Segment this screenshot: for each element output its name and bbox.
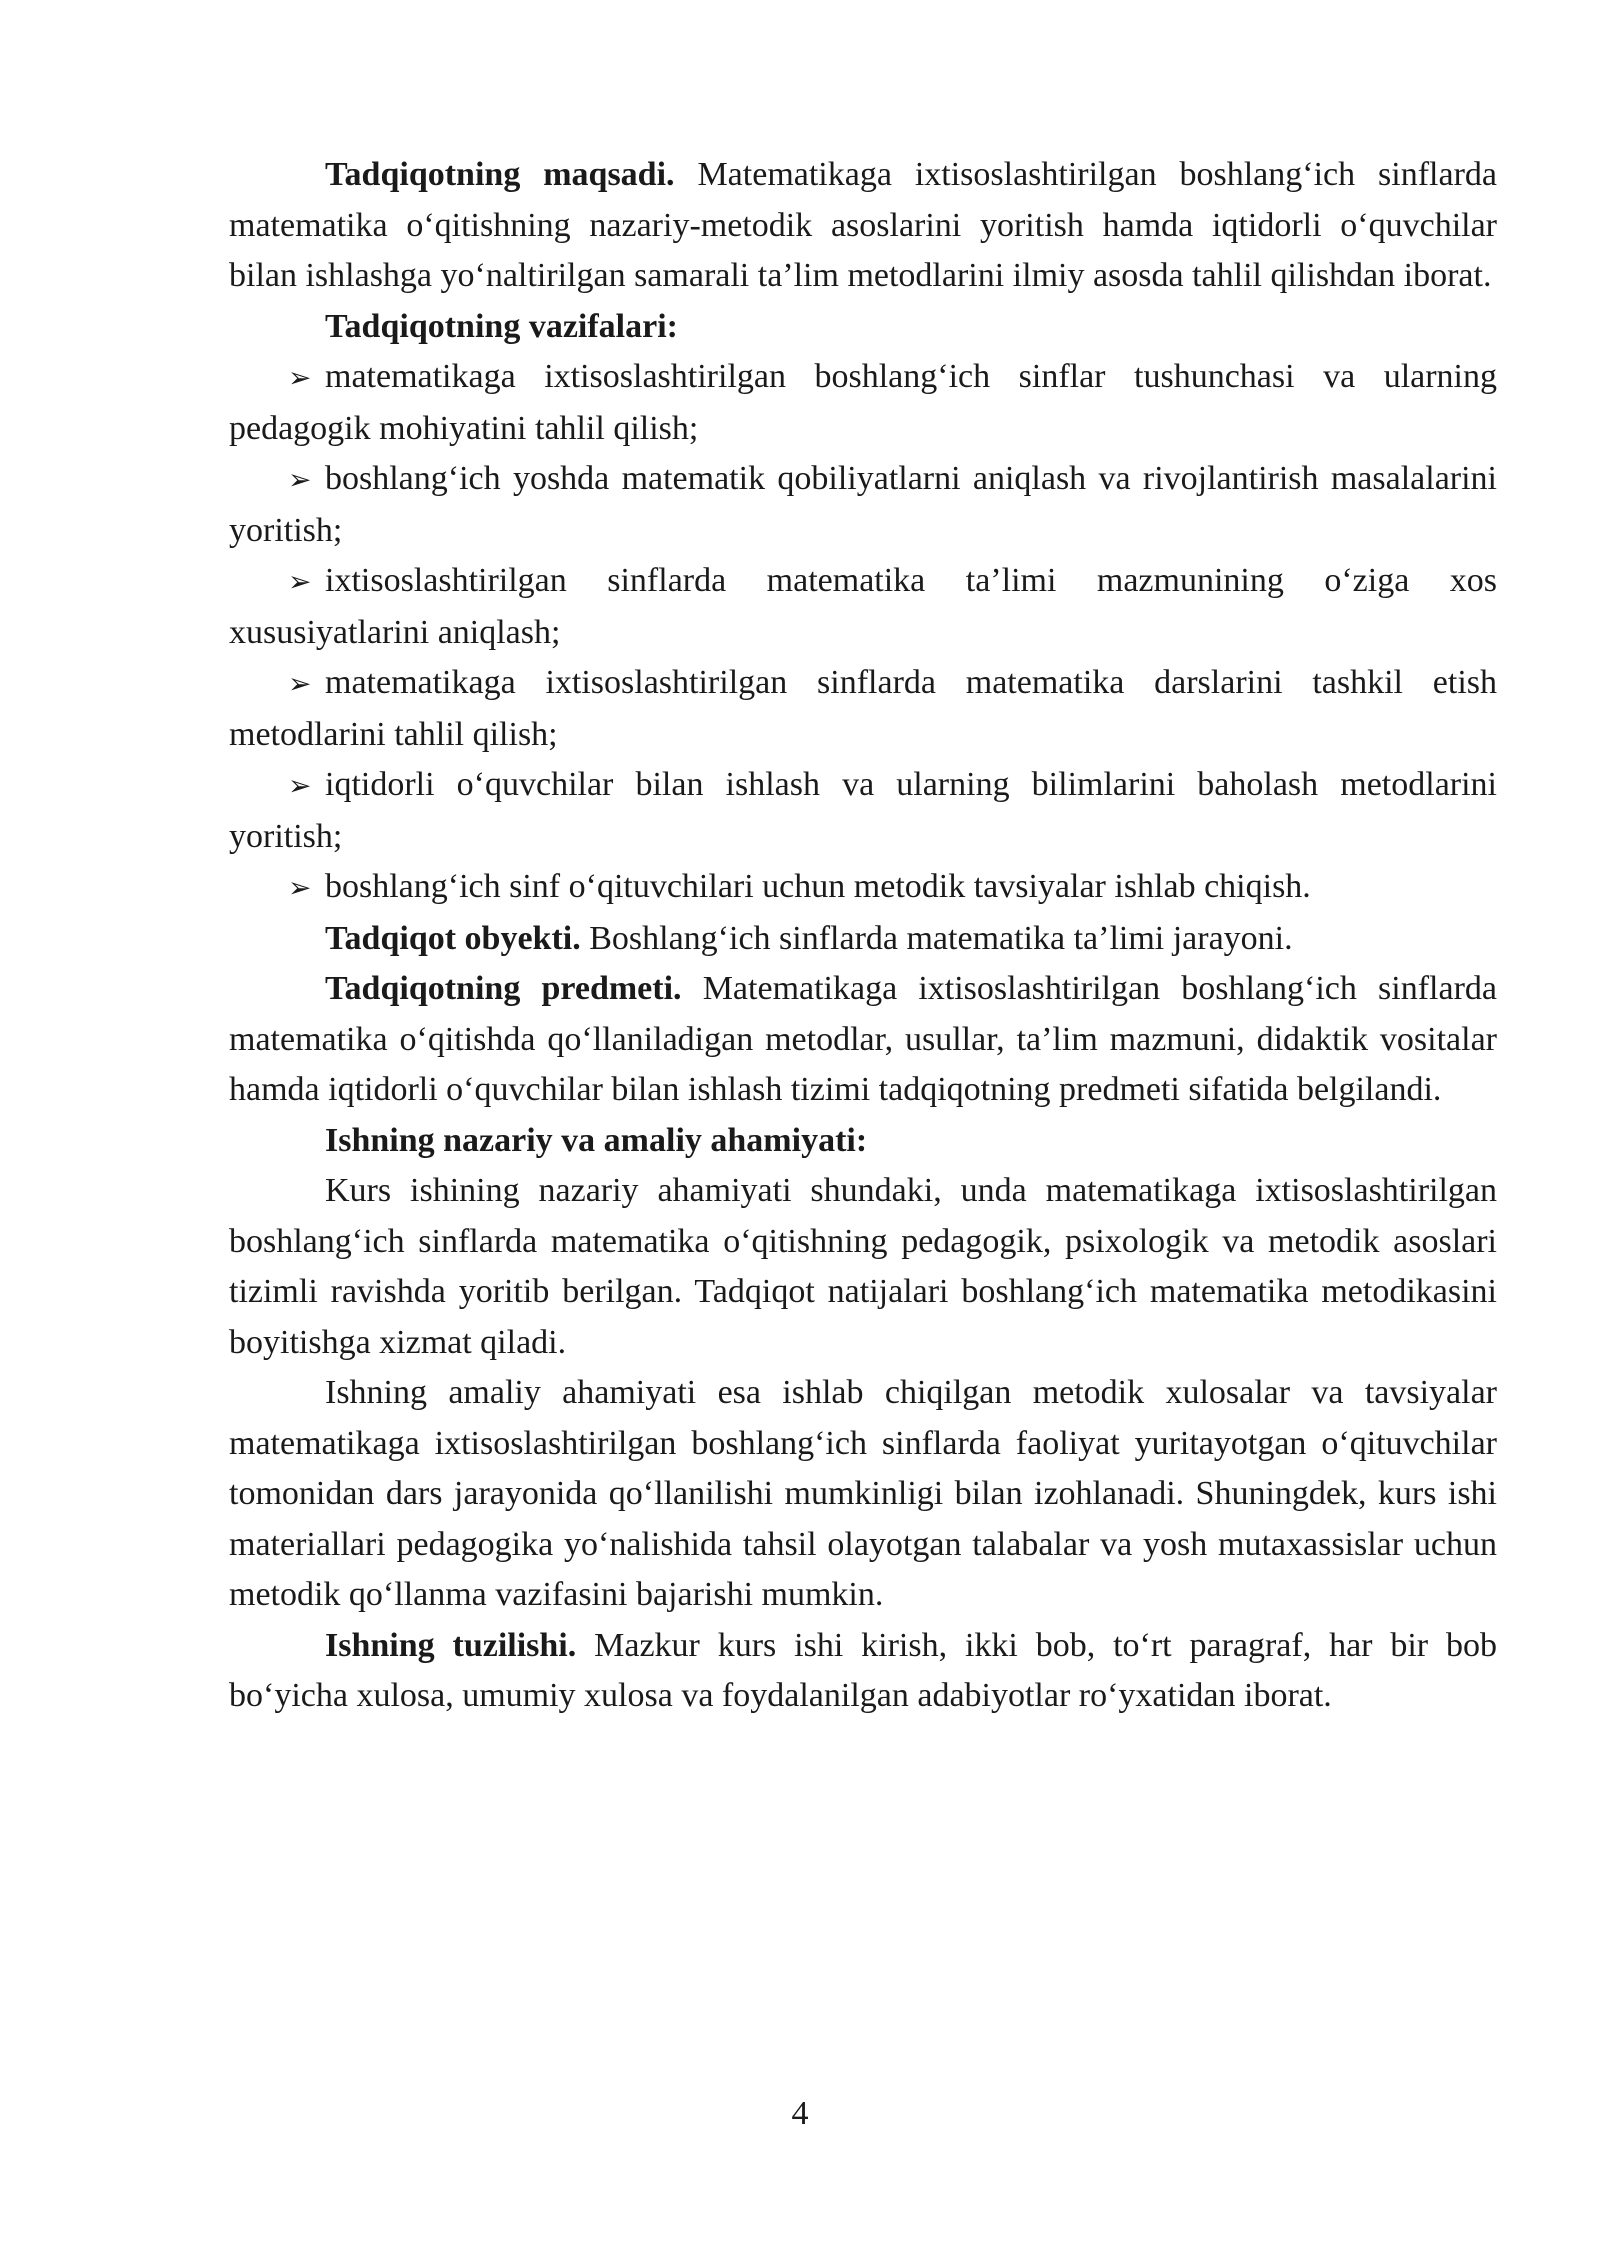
vazifa-item	[229, 556, 1497, 658]
obyekt-paragraph	[229, 914, 1497, 965]
predmet-text: Matematikaga ixtisoslashtirilgan boshlang‘ich sinflarda matematika o‘qitishda qo‘llaniladigan metodlar, usullar, ta’lim mazmuni, didaktik vositalar hamda iqtidorli o‘quvchilar bilan ishlash tizimi tadqiqotning predmeti sifatida belgilandi.	[229, 970, 1497, 1108]
vazifa-item-text: ixtisoslashtirilgan sinflarda matematika ta’limi mazmunining o‘ziga xos xususiyatlarini aniqlash;	[229, 562, 1497, 651]
obyekt-heading: Tadqiqot obyekti.	[325, 919, 581, 957]
ahamiyat-heading-paragraph	[229, 1116, 1497, 1167]
maqsad-paragraph	[229, 150, 1497, 302]
tuzilish-text: Mazkur kurs ishi kirish, ikki bob, to‘rt paragraf, har bir bob bo‘yicha xulosa, umumiy xulosa va foydalanilgan adabiyotlar ro‘yxatidan iborat.	[229, 1626, 1498, 1714]
tuzilish-heading: Ishning tuzilishi.	[325, 1626, 577, 1664]
vazifa-item-text: iqtidorli o‘quvchilar bilan ishlash va ularning bilimlarini baholash metodlarini yoritish;	[229, 766, 1497, 855]
vazifa-item-text: matematikaga ixtisoslashtirilgan boshlang‘ich sinflar tushunchasi va ularning pedagogik mohiyatini tahlil qilish;	[229, 358, 1497, 447]
vazifalar-heading-paragraph	[229, 302, 1497, 353]
vazifa-item	[229, 352, 1497, 454]
predmet-heading: Tadqiqotning predmeti.	[325, 970, 682, 1007]
page-number: 4	[791, 2095, 809, 2132]
obyekt-text: Boshlang‘ich sinflarda matematika ta’limi jarayoni.	[580, 919, 1293, 957]
arrow-bullet-icon: ➢	[288, 667, 312, 700]
vazifa-item-text: boshlang‘ich yoshda matematik qobiliyatlarni aniqlash va rivojlantirish masalalarini yoritish;	[229, 460, 1497, 549]
amaliy-ahamiyat-paragraph: Ishning amaliy ahamiyati esa ishlab chiqilgan metodik xulosalar va tavsiyalar matematikaga ixtisoslashtirilgan boshlang‘ich sinflarda faoliyat yuritayotgan o‘qituvchilar tomonidan dars jarayonida qo‘llanilishi mumkinligi bilan izohlanadi. Shuningdek, kurs ishi materiallari pedagogika yo‘nalishida tahsil olayotgan talabalar va yosh mutaxassislar uchun metodik qo‘llanma vazifasini bajarishi mumkin.	[229, 1374, 1497, 1613]
document-page	[229, 150, 1497, 1722]
ahamiyat-heading: Ishning nazariy va amaliy ahamiyati:	[325, 1121, 868, 1159]
maqsad-heading: Tadqiqotning maqsadi.	[325, 156, 675, 193]
arrow-bullet-icon: ➢	[288, 361, 312, 394]
vazifa-item	[229, 760, 1497, 862]
arrow-bullet-icon: ➢	[288, 463, 312, 496]
tuzilish-paragraph	[229, 1621, 1497, 1722]
predmet-paragraph	[229, 964, 1497, 1116]
vazifa-item-text: matematikaga ixtisoslashtirilgan sinflarda matematika darslarini tashkil etish metodlarini tahlil qilish;	[229, 664, 1497, 753]
maqsad-text: Matematikaga ixtisoslashtirilgan boshlang‘ich sinflarda matematika o‘qitishning nazariy-metodik asoslarini yoritish hamda iqtidorli o‘quvchilar bilan ishlashga yo‘naltirilgan samarali ta’lim metodlarini ilmiy asosda tahlil qilishdan iborat.	[229, 156, 1497, 294]
arrow-bullet-icon: ➢	[288, 565, 312, 598]
nazariy-ahamiyat-paragraph: Kurs ishining nazariy ahamiyati shundaki, unda matematikaga ixtisoslashtirilgan boshlang‘ich sinflarda matematika o‘qitishning pedagogik, psixologik va metodik asoslari tizimli ravishda yoritib berilgan. Tadqiqot natijalari boshlang‘ich matematika metodikasini boyitishga xizmat qiladi.	[229, 1172, 1497, 1361]
arrow-bullet-icon: ➢	[288, 871, 312, 904]
vazifa-item	[229, 658, 1497, 760]
vazifa-item-text: boshlang‘ich sinf o‘qituvchilari uchun metodik tavsiyalar ishlab chiqish.	[325, 868, 1311, 905]
arrow-bullet-icon: ➢	[288, 769, 312, 802]
vazifa-item	[229, 862, 1497, 914]
vazifa-item	[229, 454, 1497, 556]
vazifalar-heading: Tadqiqotning vazifalari:	[325, 307, 678, 345]
